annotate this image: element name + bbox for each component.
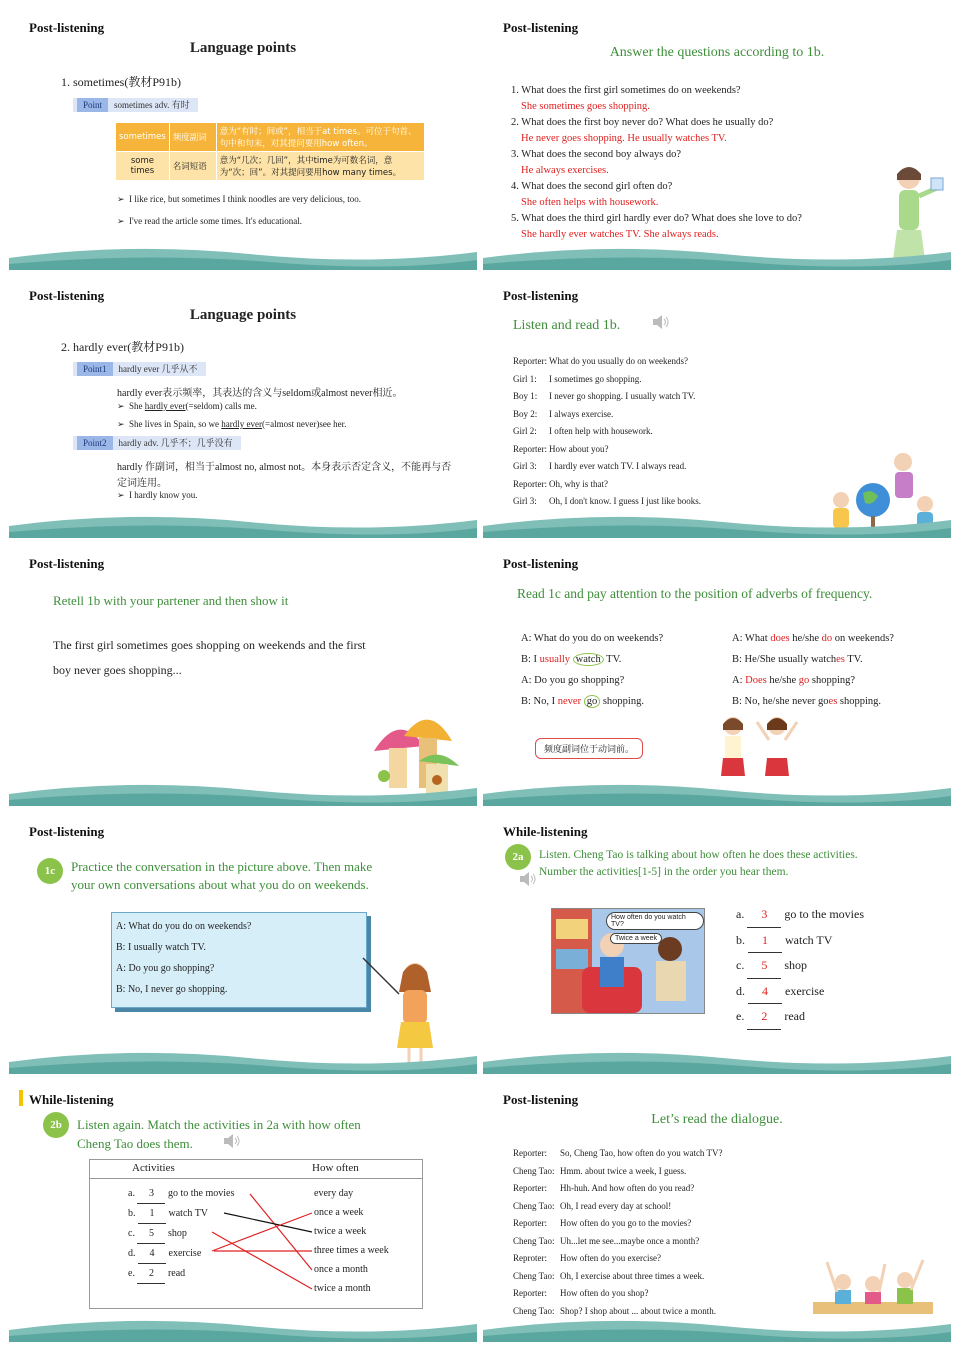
example-sentence: ➢ She lives in Spain, so we hardly ever(=almost never)see her. xyxy=(117,419,347,429)
slide-title: Retell 1b with your partener and then show it xyxy=(53,593,289,608)
example-sentence: ➢ She hardly ever(=seldom) calls me. xyxy=(117,401,257,411)
dialogue-line: Girl 2: I often help with housework. xyxy=(513,426,653,436)
table-row xyxy=(116,152,425,181)
slide-title: Answer the questions according to 1b. xyxy=(609,45,825,60)
table-cell: some times xyxy=(116,152,170,181)
slide-practice-conversation xyxy=(9,814,477,1074)
dialogue-line: Girl 3: I hardly ever watch TV. I always read. xyxy=(513,461,687,471)
answer: He never goes shopping. He usually watches TV. xyxy=(521,133,727,144)
slide-title: Language points xyxy=(189,307,297,323)
example-sentence: ➢ I've read the article some times. It's educational. xyxy=(117,216,302,226)
comparison-table xyxy=(115,122,425,181)
instructions xyxy=(77,1115,361,1153)
answer-blank[interactable]: 2 xyxy=(137,1264,165,1284)
explanation-line: hardly ever表示频率，其表达的含义与seldom或almost never相近。 xyxy=(117,388,403,399)
speech-bubble: Twice a week xyxy=(610,933,662,944)
slide-language-points-hardly-ever xyxy=(9,278,477,538)
highlight-circle: watch xyxy=(573,653,604,666)
slide-title: Let’s read the dialogue. xyxy=(651,1112,783,1127)
wave-decoration xyxy=(483,512,951,538)
speaker-icon[interactable] xyxy=(652,315,670,329)
frequency-item: twice a month xyxy=(314,1283,371,1294)
slide-answer-questions xyxy=(483,10,951,270)
speech-bubble: How often do you watch TV? xyxy=(606,912,704,930)
column-header: How often xyxy=(312,1162,359,1174)
wave-decoration xyxy=(9,512,477,538)
dialogue-line: Cheng Tao: Oh, I exercise about three times a week. xyxy=(513,1271,705,1281)
exercise-badge: 1c xyxy=(37,858,63,884)
answer-blank[interactable]: 4 xyxy=(138,1244,166,1264)
answer: She sometimes goes shopping. xyxy=(521,101,650,112)
slide-language-points-sometimes xyxy=(9,10,477,270)
dialogue-line: Cheng Tao: Oh, I read every day at school! xyxy=(513,1201,672,1211)
list-item: d. 4 exercise xyxy=(736,979,864,1005)
instruction-line: Listen. Cheng Tao is talking about how often he does these activities. xyxy=(539,849,858,861)
dialogue-line: Reporter: Hh-huh. And how often do you read? xyxy=(513,1183,695,1193)
dialogue-line: Reporter: How often do you shop? xyxy=(513,1288,649,1298)
answer: She often helps with housework. xyxy=(521,197,659,208)
answer-blank[interactable]: 2 xyxy=(747,1004,781,1030)
conversation-line: A: What do you do on weekends? xyxy=(116,921,252,932)
answer-blank[interactable]: 3 xyxy=(137,1184,165,1204)
dialogue-line: A: What does he/she do on weekends? xyxy=(732,633,894,644)
instructions xyxy=(71,858,372,894)
list-item: a. 3 go to the movies xyxy=(128,1184,234,1204)
body-line: boy never goes shopping... xyxy=(53,663,182,677)
point1-text: hardly ever 几乎从不 xyxy=(118,364,198,374)
dialogue-line: Cheng Tao: Shop? I shop about ... about twice a month. xyxy=(513,1306,716,1316)
dialogue-line: B: No, he/she never goes shopping. xyxy=(732,696,882,707)
dialogue-line: Reporter: How often do you go to the movies? xyxy=(513,1218,692,1228)
frequency-item: three times a week xyxy=(314,1245,389,1256)
interview-picture xyxy=(551,908,705,1014)
frequency-item: every day xyxy=(314,1188,354,1199)
list-item: d. 4 exercise xyxy=(128,1244,234,1264)
matching-table xyxy=(89,1159,423,1309)
answer-blank[interactable]: 5 xyxy=(747,953,781,979)
slide-title: Language points xyxy=(189,40,297,56)
slide-title: Listen and read 1b. xyxy=(513,318,621,333)
wave-decoration xyxy=(9,1048,477,1074)
slide-header: Post-listening xyxy=(503,556,579,571)
answer-blank[interactable]: 5 xyxy=(137,1224,165,1244)
wave-decoration xyxy=(9,1316,477,1342)
answer-blank[interactable]: 4 xyxy=(748,979,782,1005)
answer-blank[interactable]: 1 xyxy=(138,1204,166,1224)
frequency-item: twice a week xyxy=(314,1226,367,1237)
dialogue-line: Boy 2: I always exercise. xyxy=(513,409,614,419)
conversation-box xyxy=(111,912,367,1008)
dialogue-line: Cheng Tao: Uh...let me see...maybe once a month? xyxy=(513,1236,700,1246)
list-item: b. 1 watch TV xyxy=(736,928,864,954)
question: 5. What does the third girl hardly ever do? What does she love to do? xyxy=(511,213,802,224)
dialogue-line: Boy 1: I never go shopping. I usually watch TV. xyxy=(513,391,696,401)
question: 2. What does the first boy never do? What does he usually do? xyxy=(511,117,774,128)
speaker-icon[interactable] xyxy=(223,1134,241,1148)
header-accent-bar xyxy=(19,1090,23,1106)
column-header: Activities xyxy=(132,1162,175,1174)
instruction-line: Listen again. Match the activities in 2a with how often xyxy=(77,1117,361,1132)
tip-bubble: 频度副词位于动词前。 xyxy=(535,738,643,759)
slide-retell xyxy=(9,546,477,806)
slide-header: While-listening xyxy=(29,1092,114,1107)
slide-read-dialogue xyxy=(483,1082,951,1342)
students-raising-hands-illustration xyxy=(813,1254,933,1324)
activity-list xyxy=(736,902,864,1030)
slide-header: Post-listening xyxy=(29,556,105,571)
exercise-badge: 2b xyxy=(43,1112,69,1138)
dialogue-line: A: Does he/she go shopping? xyxy=(732,675,856,686)
dialogue-line: Cheng Tao: Hmm. about twice a week, I guess. xyxy=(513,1166,687,1176)
conversation-line: A: Do you go shopping? xyxy=(116,963,215,974)
question: 4. What does the second girl often do? xyxy=(511,181,673,192)
wave-decoration xyxy=(9,244,477,270)
instruction-line: Cheng Tao does them. xyxy=(77,1136,193,1151)
slide-header: Post-listening xyxy=(29,824,105,839)
slide-header: Post-listening xyxy=(29,288,105,303)
dialogue-line: Reporter: How about you? xyxy=(513,444,609,454)
conversation-line: B: No, I never go shopping. xyxy=(116,984,228,995)
slide-header: Post-listening xyxy=(29,20,105,35)
slide-header: While-listening xyxy=(503,824,588,839)
wave-decoration xyxy=(483,1048,951,1074)
frequency-item: once a month xyxy=(314,1264,368,1275)
list-item: e. 2 read xyxy=(736,1004,864,1030)
point1-label: Point1 xyxy=(77,362,113,376)
table-cell: 名词短语 xyxy=(169,152,216,181)
wave-decoration xyxy=(9,780,477,806)
speaker-icon[interactable] xyxy=(519,872,537,886)
conversation-line: B: I usually watch TV. xyxy=(116,942,206,953)
point-text: sometimes adv. 有时 xyxy=(114,100,190,110)
example-sentence: ➢ I hardly know you. xyxy=(117,490,198,500)
dialogue-line: Reporter: What do you usually do on weekends? xyxy=(513,356,688,366)
list-item: c. 5 shop xyxy=(736,953,864,979)
table-row xyxy=(116,123,425,152)
table-cell: sometimes xyxy=(116,123,170,152)
qa-list xyxy=(511,83,802,243)
list-item: b. 1 watch TV xyxy=(128,1204,234,1224)
list-item: a. 3 go to the movies xyxy=(736,902,864,928)
dialogue-line: B: I usually watch TV. xyxy=(521,654,622,665)
slide-listen-and-read xyxy=(483,278,951,538)
slide-title: Read 1c and pay attention to the position of adverbs of frequency. xyxy=(517,586,873,601)
answer-blank[interactable]: 1 xyxy=(748,928,782,954)
frequency-item: once a week xyxy=(314,1207,364,1218)
question: 1. What does the first girl sometimes do on weekends? xyxy=(511,85,741,96)
slide-header: Post-listening xyxy=(503,288,579,303)
point1-tag xyxy=(73,362,206,376)
instructions xyxy=(539,847,858,881)
dialogue-line: Reporter: Oh, why is that? xyxy=(513,479,608,489)
dialogue-line: B: He/She usually watches TV. xyxy=(732,654,863,665)
table-cell: 频度副词 xyxy=(169,123,216,152)
dialogue-line: Reproter: How often do you exercise? xyxy=(513,1253,661,1263)
example-sentence: ➢ I like rice, but sometimes I think noodles are very delicious, too. xyxy=(117,194,361,204)
dialogue-line: A: What do you do on weekends? xyxy=(521,633,664,644)
point2-text: hardly adv. 几乎不；几乎没有 xyxy=(118,438,233,448)
answer-blank[interactable]: 3 xyxy=(747,902,781,928)
instruction-line: Practice the conversation in the picture above. Then make xyxy=(71,859,373,874)
highlight-circle: go xyxy=(584,695,601,708)
wave-decoration xyxy=(483,244,951,270)
answer: He always exercises. xyxy=(521,165,609,176)
question: 3. What does the second boy always do? xyxy=(511,149,682,160)
dialogue-line: Girl 3: Oh, I don't know. I guess I just like books. xyxy=(513,496,702,506)
dialogue-line: Reporter: So, Cheng Tao, how often do you watch TV? xyxy=(513,1148,723,1158)
dialogue-line: B: No, I never go shopping. xyxy=(521,696,644,707)
dialogue-line: A: Do you go shopping? xyxy=(521,675,625,686)
table-cell: 意为“几次；几回”，其中time为可数名词，意为“次；回”。对其提问要用how many times。 xyxy=(216,152,424,181)
instruction-line: your own conversations about what you do on weekends. xyxy=(71,877,369,892)
explanation-line: 定词连用。 xyxy=(117,478,167,489)
matching-lines xyxy=(90,1160,422,1308)
explanation-line: hardly 作副词，相当于almost no, almost not。本身表示否定含义，不能再与否 xyxy=(117,462,452,473)
point2-tag xyxy=(73,436,241,450)
slide-listening-2a xyxy=(483,814,951,1074)
body-line: The first girl sometimes goes shopping on weekends and the first xyxy=(53,638,366,652)
subtitle: 2. hardly ever(教材P91b) xyxy=(61,340,184,354)
wave-decoration xyxy=(483,1316,951,1342)
slide-header: Post-listening xyxy=(503,20,579,35)
slide-header: Post-listening xyxy=(503,1092,579,1107)
answer: She hardly ever watches TV. She always reads. xyxy=(521,229,719,240)
subtitle: 1. sometimes(教材P91b) xyxy=(61,75,181,89)
right-dialogue xyxy=(732,628,894,712)
point2-label: Point2 xyxy=(77,436,113,450)
slide-adverbs-position xyxy=(483,546,951,806)
left-dialogue xyxy=(521,628,663,712)
list-item: e. 2 read xyxy=(128,1264,234,1284)
point-tag xyxy=(73,98,198,112)
list-item: c. 5 shop xyxy=(128,1224,234,1244)
instruction-line: Number the activities[1-5] in the order you hear them. xyxy=(539,866,789,878)
table-cell: 意为“有时；间或”，相当于at times。可位于句首、句中和句末，对其提问要用how often。 xyxy=(216,123,424,152)
slide-listening-2b xyxy=(9,1082,477,1342)
wave-decoration xyxy=(483,780,951,806)
point-label: Point xyxy=(77,98,108,112)
exercise-badge: 2a xyxy=(505,844,531,870)
dialogue-line: Girl 1: I sometimes go shopping. xyxy=(513,374,642,384)
